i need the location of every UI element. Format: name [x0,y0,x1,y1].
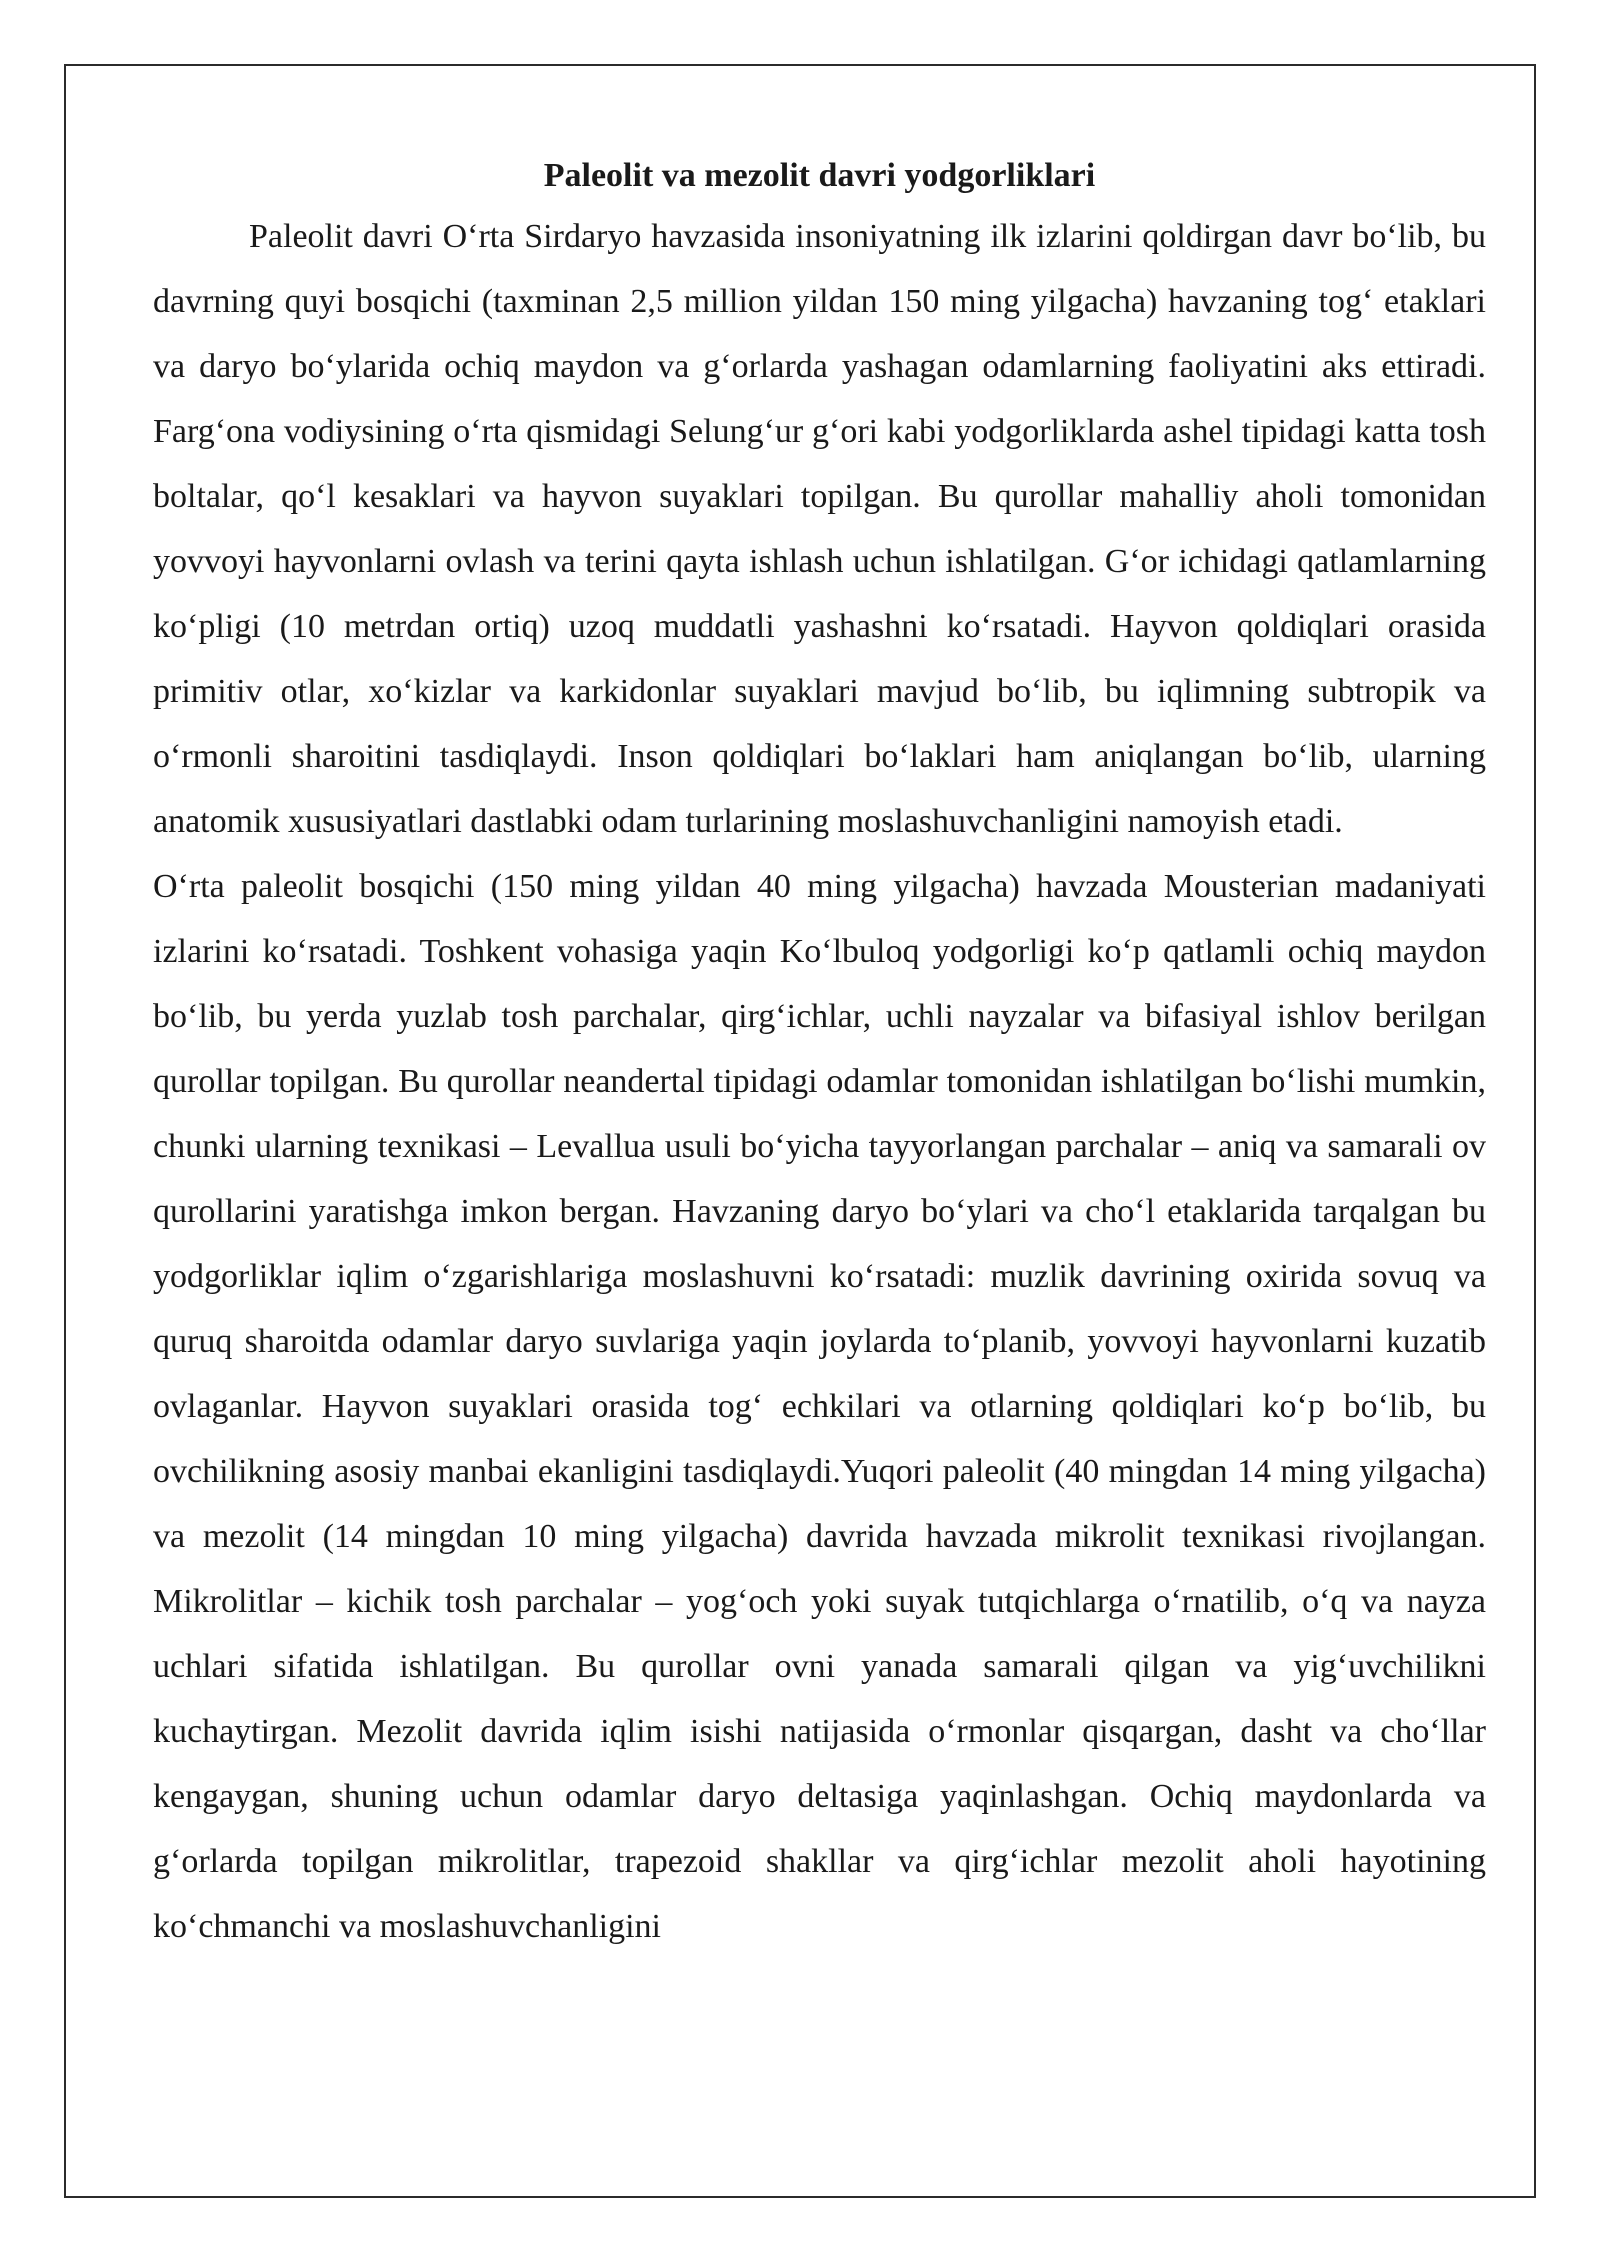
paragraph-middle-paleolithic: O‘rta paleolit bosqichi (150 ming yildan 40 ming yilgacha) havzada Mousterian madaniyati izlarini ko‘rsatadi. Toshkent vohasiga yaqin Ko‘lbuloq yodgorligi ko‘p qatlamli ochiq maydon bo‘lib, bu yerda yuzlab tosh parchalar, qirg‘ichlar, uchli nayzalar va bifasiyal ishlov berilgan qurollar topilgan. Bu qurollar neandertal tipidagi odamlar tomonidan ishlatilgan bo‘lishi mumkin, chunki ularning texnikasi – Levallua usuli bo‘yicha tayyorlangan parchalar – aniq va samarali ov qurollarini yaratishga imkon bergan. Havzaning daryo bo‘ylari va cho‘l etaklarida tarqalgan bu yodgorliklar iqlim o‘zgarishlariga moslashuvni ko‘rsatadi: muzlik davrining oxirida sovuq va quruq sharoitda odamlar daryo suvlariga yaqin joylarda to‘planib, yovvoyi hayvonlarni kuzatib ovlaganlar. Hayvon suyaklari orasida tog‘ echkilari va otlarning qoldiqlari ko‘p bo‘lib, bu ovchilikning asosiy manbai ekanligini tasdiqlaydi.Yuqori paleolit (40 mingdan 14 ming yilgacha) va mezolit (14 mingdan 10 ming yilgacha) davrida havzada mikrolit texnikasi rivojlangan. Mikrolitlar – kichik tosh parchalar – yog‘och yoki suyak tutqichlarga o‘rnatilib, o‘q va nayza uchlari sifatida ishlatilgan. Bu qurollar ovni yanada samarali qilgan va yig‘uvchilikni kuchaytirgan. Mezolit davrida iqlim isishi natijasida o‘rmonlar qisqargan, dasht va cho‘llar kengaygan, shuning uchun odamlar daryo deltasiga yaqinlashgan. Ochiq maydonlarda va g‘orlarda topilgan mikrolitlar, trapezoid shakllar va qirg‘ichlar mezolit aholi hayotining ko‘chmanchi va moslashuvchanligini [153,868,1486,1945]
document-body [153,148,1486,1959]
paragraph-lower-paleolithic: Paleolit davri O‘rta Sirdaryo havzasida insoniyatning ilk izlarini qoldirgan davr bo‘lib, bu davrning quyi bosqichi (taxminan 2,5 million yildan 150 ming yilgacha) havzaning tog‘ etaklari va daryo bo‘ylarida ochiq maydon va g‘orlarda yashagan odamlarning faoliyatini aks ettiradi. Farg‘ona vodiysining o‘rta qismidagi Selung‘ur g‘ori kabi yodgorliklarda ashel tipidagi katta tosh boltalar, qo‘l kesaklari va hayvon suyaklari topilgan. Bu qurollar mahalliy aholi tomonidan yovvoyi hayvonlarni ovlash va terini qayta ishlash uchun ishlatilgan. G‘or ichidagi qatlamlarning ko‘pligi (10 metrdan ortiq) uzoq muddatli yashashni ko‘rsatadi. Hayvon qoldiqlari orasida primitiv otlar, xo‘kizlar va karkidonlar suyaklari mavjud bo‘lib, bu iqlimning subtropik va o‘rmonli sharoitini tasdiqlaydi. Inson qoldiqlari bo‘laklari ham aniqlangan bo‘lib, ularning anatomik xususiyatlari dastlabki odam turlarining moslashuvchanligini namoyish etadi. [153,218,1486,840]
document-title: Paleolit va mezolit davri yodgorliklari [543,157,1096,194]
